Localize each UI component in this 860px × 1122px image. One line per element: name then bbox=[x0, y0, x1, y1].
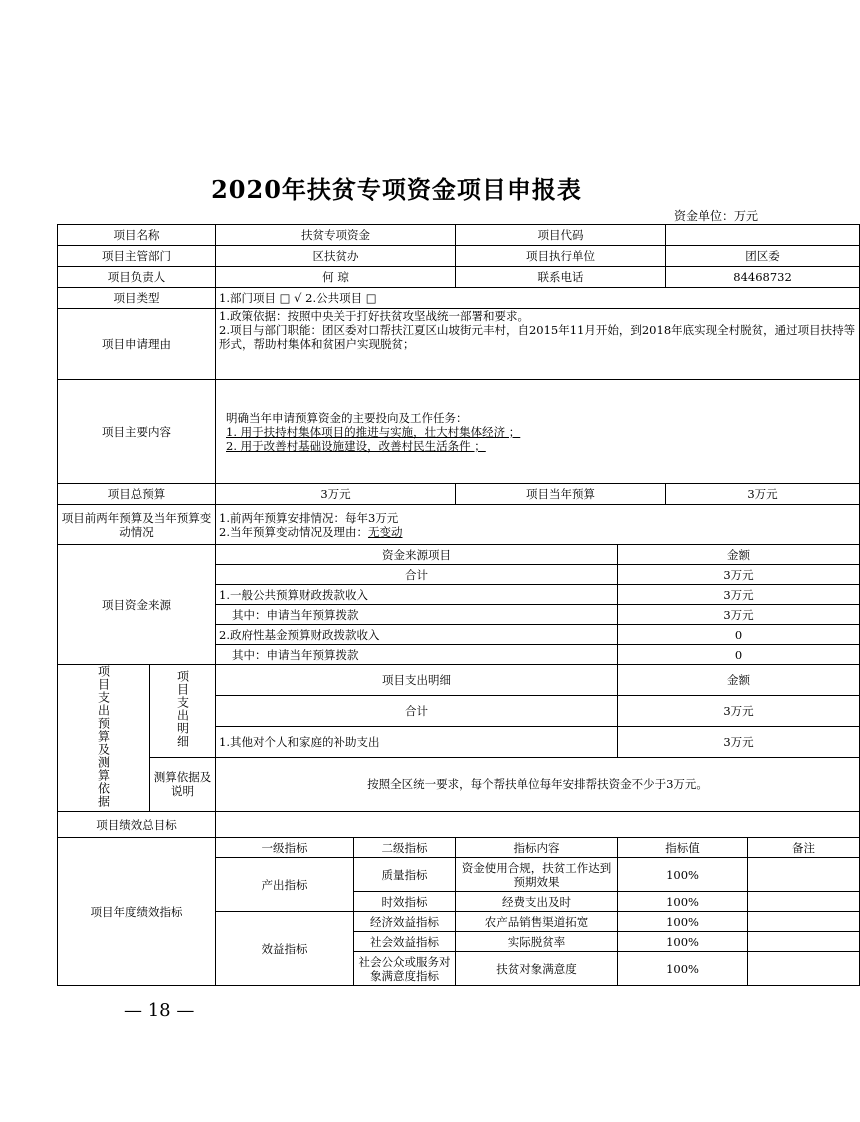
label-basis: 测算依据及说明 bbox=[150, 757, 216, 811]
budget-change-line-1: 1.前两年预算安排情况：每年3万元 bbox=[219, 510, 399, 525]
perf-row-l2: 时效指标 bbox=[354, 892, 456, 912]
expense-total-name: 合计 bbox=[216, 695, 618, 726]
budget-change-line-2-prefix: 2.当年预算变动情况及理由： bbox=[219, 524, 368, 539]
value-basis: 按照全区统一要求，每个帮扶单位每年安排帮扶资金不少于3万元。 bbox=[216, 757, 860, 811]
funding-row-name: 1.一般公共预算财政拨款收入 bbox=[216, 585, 618, 605]
perf-row-value: 100% bbox=[618, 858, 748, 892]
funding-row-name: 2.政府性基金预算财政拨款收入 bbox=[216, 625, 618, 645]
form-title: 2020年扶贫专项资金项目申报表 bbox=[211, 175, 582, 204]
value-total-budget: 3万元 bbox=[216, 484, 456, 505]
row-project-name bbox=[58, 225, 860, 246]
budget-change-reason: 无变动 bbox=[367, 524, 403, 539]
expense-item-amount: 3万元 bbox=[618, 726, 860, 757]
budget-change-line-2 bbox=[219, 525, 856, 539]
row-dept bbox=[58, 246, 860, 267]
perf-benefit-label: 效益指标 bbox=[216, 912, 354, 986]
row-type bbox=[58, 288, 860, 309]
reason-line-2: 2.项目与部门职能：团区委对口帮扶江夏区山坡街元丰村，自2015年11月开始，到2018年底实现全村脱贫，通过项目扶持等形式，帮助村集体和贫困户实现脱贫； bbox=[219, 323, 856, 351]
perf-row-l2: 经济效益指标 bbox=[354, 912, 456, 932]
perf-row-note bbox=[748, 952, 860, 986]
perf-col-value: 指标值 bbox=[618, 838, 748, 858]
perf-output-label: 产出指标 bbox=[216, 858, 354, 912]
label-content: 项目主要内容 bbox=[58, 380, 216, 484]
reason-line-1: 1.政策依据：按照中央关于打好扶贫攻坚战统一部署和要求。 bbox=[219, 309, 529, 323]
perf-row-content: 资金使用合规，扶贫工作达到预期效果 bbox=[456, 858, 618, 892]
label-expense bbox=[58, 665, 150, 812]
content-item-1: 1. 用于扶持村集体项目的推进与实施，壮大村集体经济 ； bbox=[226, 424, 521, 439]
label-person: 项目负责人 bbox=[58, 267, 216, 288]
label-dept: 项目主管部门 bbox=[58, 246, 216, 267]
content-intro: 明确当年申请预算资金的主要投向及工作任务： bbox=[226, 410, 468, 425]
funding-row-amount: 3万元 bbox=[618, 605, 860, 625]
row-perf-overall bbox=[58, 812, 860, 838]
label-year-budget: 项目当年预算 bbox=[456, 484, 666, 505]
row-content bbox=[58, 380, 860, 484]
row-expense-head bbox=[58, 665, 860, 696]
perf-row-note bbox=[748, 932, 860, 952]
perf-row-note bbox=[748, 892, 860, 912]
funding-col-source: 资金来源项目 bbox=[216, 545, 618, 565]
label-reason: 项目申请理由 bbox=[58, 309, 216, 380]
perf-head-row bbox=[58, 838, 860, 858]
funding-row-name: 其中：申请当年预算拨款 bbox=[216, 645, 618, 665]
expense-item-name: 1.其他对个人和家庭的补助支出 bbox=[216, 726, 618, 757]
label-project-name: 项目名称 bbox=[58, 225, 216, 246]
funding-row-amount: 0 bbox=[618, 625, 860, 645]
label-expense-text: 项目支出预算及测算依据 bbox=[96, 665, 111, 808]
perf-row-l2: 质量指标 bbox=[354, 858, 456, 892]
funding-row-amount: 3万元 bbox=[618, 565, 860, 585]
funding-col-amount: 金额 bbox=[618, 545, 860, 565]
value-phone: 84468732 bbox=[666, 267, 860, 288]
value-type: 1.部门项目 □ √ 2.公共项目 □ bbox=[216, 288, 860, 309]
perf-col-level2: 二级指标 bbox=[354, 838, 456, 858]
perf-row-content: 实际脱贫率 bbox=[456, 932, 618, 952]
expense-col-amount: 金额 bbox=[618, 665, 860, 696]
row-funding-head bbox=[58, 545, 860, 565]
perf-row-l2: 社会公众或服务对象满意度指标 bbox=[354, 952, 456, 986]
row-budget-change bbox=[58, 505, 860, 545]
perf-row-l2: 社会效益指标 bbox=[354, 932, 456, 952]
perf-col-level1: 一级指标 bbox=[216, 838, 354, 858]
perf-col-content: 指标内容 bbox=[456, 838, 618, 858]
expense-col-item: 项目支出明细 bbox=[216, 665, 618, 696]
value-content bbox=[216, 380, 860, 484]
row-reason bbox=[58, 309, 860, 380]
label-perf-overall: 项目绩效总目标 bbox=[58, 812, 216, 838]
application-table bbox=[57, 224, 860, 986]
value-dept: 区扶贫办 bbox=[216, 246, 456, 267]
value-year-budget: 3万元 bbox=[666, 484, 860, 505]
row-budget bbox=[58, 484, 860, 505]
label-phone: 联系电话 bbox=[456, 267, 666, 288]
value-exec: 团区委 bbox=[666, 246, 860, 267]
label-perf-annual: 项目年度绩效指标 bbox=[58, 838, 216, 986]
funding-row-name: 合计 bbox=[216, 565, 618, 585]
label-budget-change: 项目前两年预算及当年预算变动情况 bbox=[58, 505, 216, 545]
funding-row-name: 其中：申请当年预算拨款 bbox=[216, 605, 618, 625]
value-project-name: 扶贫专项资金 bbox=[216, 225, 456, 246]
perf-row-value: 100% bbox=[618, 932, 748, 952]
perf-row-content: 农产品销售渠道拓宽 bbox=[456, 912, 618, 932]
value-reason bbox=[216, 309, 860, 380]
label-expense-detail bbox=[150, 665, 216, 758]
label-project-code: 项目代码 bbox=[456, 225, 666, 246]
perf-row-content: 扶贫对象满意度 bbox=[456, 952, 618, 986]
row-person bbox=[58, 267, 860, 288]
perf-col-note: 备注 bbox=[748, 838, 860, 858]
funding-row-amount: 0 bbox=[618, 645, 860, 665]
value-budget-change bbox=[216, 505, 860, 545]
value-project-code bbox=[666, 225, 860, 246]
value-person: 何 琼 bbox=[216, 267, 456, 288]
perf-row-note bbox=[748, 912, 860, 932]
label-expense-detail-text: 项目支出明细 bbox=[175, 670, 190, 749]
value-perf-overall bbox=[216, 812, 860, 838]
perf-row-value: 100% bbox=[618, 952, 748, 986]
perf-row-value: 100% bbox=[618, 912, 748, 932]
expense-basis-row bbox=[58, 757, 860, 811]
unit-note: 资金单位：万元 bbox=[673, 209, 758, 223]
content-item-2: 2. 用于改善村基础设施建设，改善村民生活条件 ； bbox=[226, 438, 486, 453]
page-number: — 18 — bbox=[124, 1000, 195, 1021]
label-total-budget: 项目总预算 bbox=[58, 484, 216, 505]
perf-row-content: 经费支出及时 bbox=[456, 892, 618, 912]
expense-total-amount: 3万元 bbox=[618, 695, 860, 726]
perf-row-note bbox=[748, 858, 860, 892]
funding-row-amount: 3万元 bbox=[618, 585, 860, 605]
perf-row-value: 100% bbox=[618, 892, 748, 912]
label-type: 项目类型 bbox=[58, 288, 216, 309]
label-exec: 项目执行单位 bbox=[456, 246, 666, 267]
label-funding: 项目资金来源 bbox=[58, 545, 216, 665]
